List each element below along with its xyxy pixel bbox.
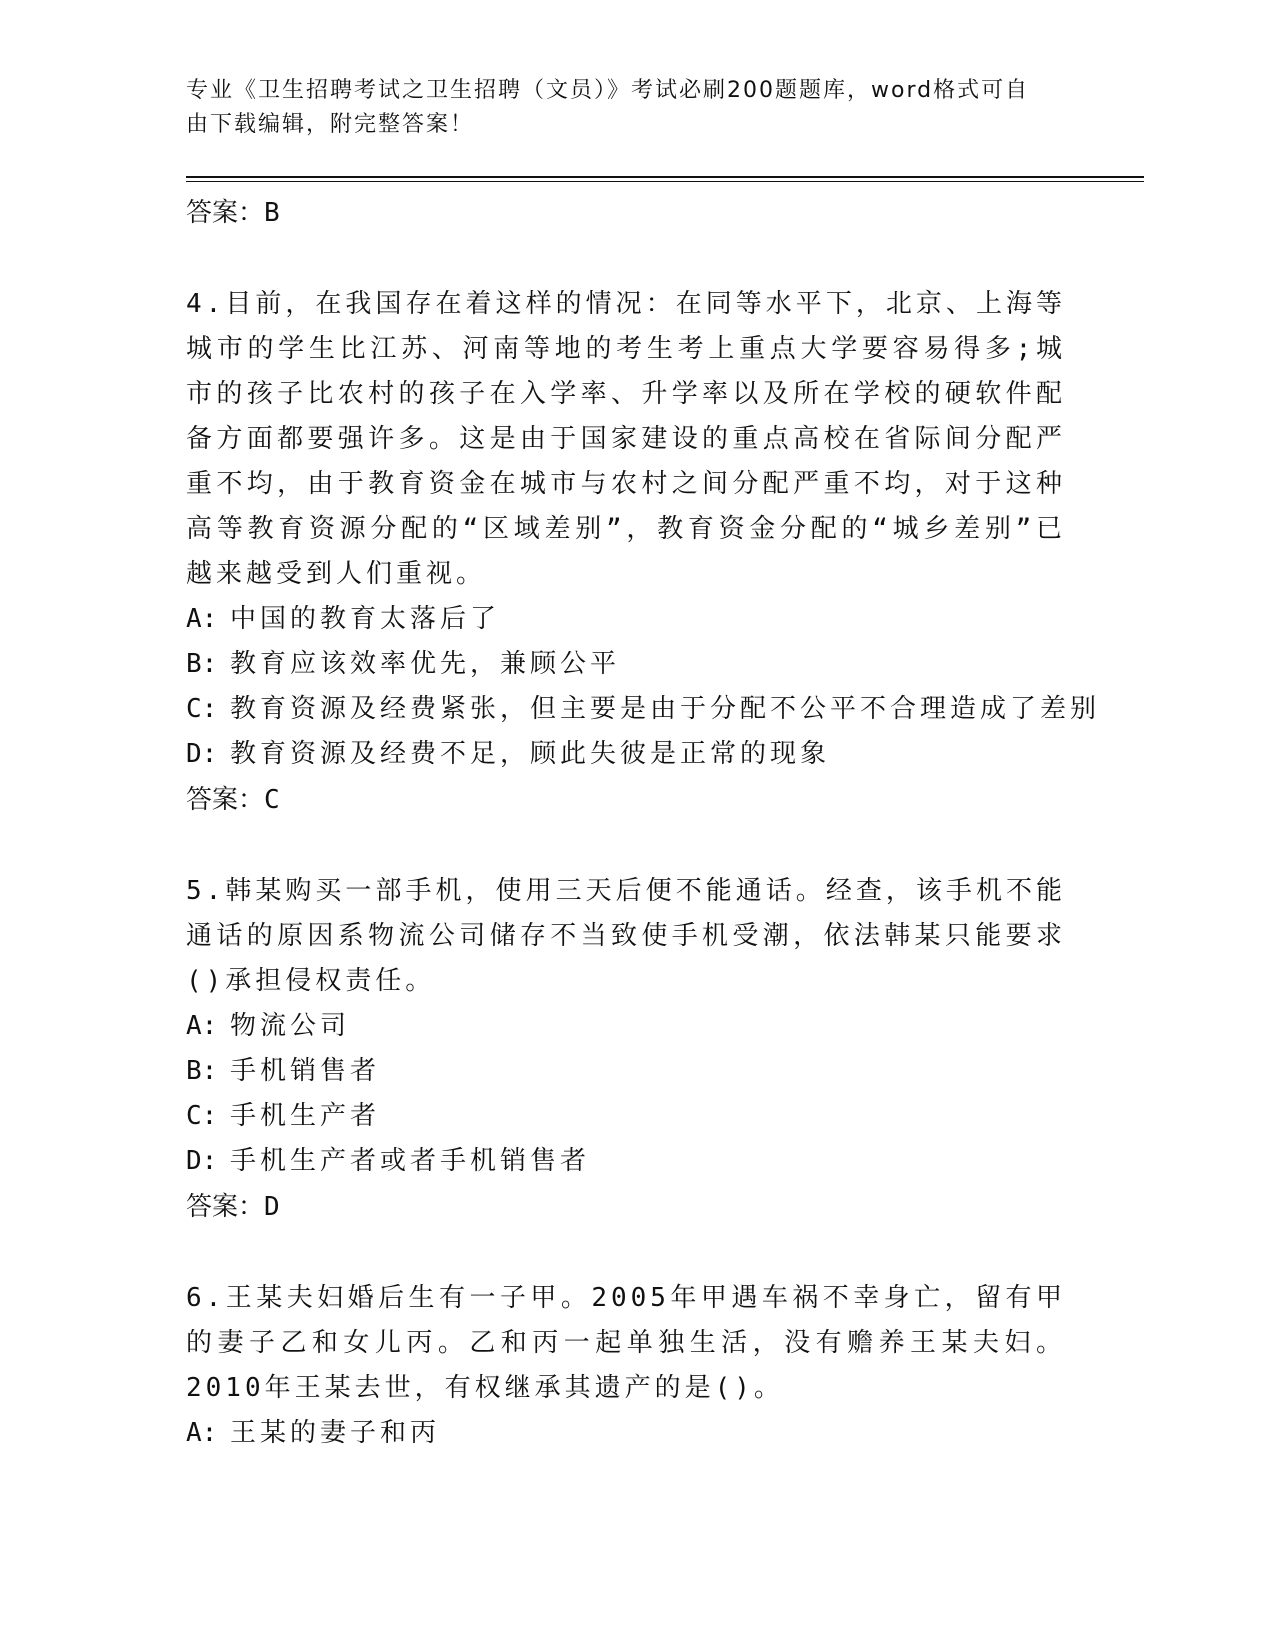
document-body bbox=[186, 190, 1101, 1456]
option-letter: A: bbox=[186, 1418, 218, 1448]
option-letter: D: bbox=[186, 739, 218, 769]
answer-line bbox=[186, 1184, 1066, 1230]
option-text: 教育应该效率优先，兼顾公平 bbox=[230, 649, 621, 679]
answer-value: B bbox=[264, 198, 280, 228]
option-c bbox=[186, 687, 1101, 732]
option-d bbox=[186, 1139, 1066, 1184]
answer-label: 答案： bbox=[186, 1192, 265, 1222]
question-block bbox=[186, 1276, 1066, 1456]
question-stem: 4.目前，在我国存在着这样的情况：在同等水平下，北京、上海等城市的学生比江苏、河南等地的考生考上重点大学要容易得多;城市的孩子比农村的孩子在入学率、升学率以及所在学校的硬软件配备方面都要强许多。这是由于国家建设的重点高校在省际间分配严重不均，由于教育资金在城市与农村之间分配严重不均，对于这种高等教育资源分配的“区域差别”，教育资金分配的“城乡差别”已越来越受到人们重视。 bbox=[186, 289, 1066, 589]
answer-line bbox=[186, 777, 1066, 823]
question-stem: 6.王某夫妇婚后生有一子甲。2005年甲遇车祸不幸身亡，留有甲的妻子乙和女儿丙。乙和丙一起单独生活，没有赡养王某夫妇。2010年王某去世，有权继承其遗产的是()。 bbox=[186, 1283, 1066, 1403]
question-block bbox=[186, 282, 1101, 823]
question-block bbox=[186, 869, 1066, 1230]
option-c bbox=[186, 1094, 1066, 1139]
option-letter: D: bbox=[186, 1146, 218, 1176]
option-a bbox=[186, 1411, 1066, 1456]
option-text: 手机生产者或者手机销售者 bbox=[230, 1146, 591, 1176]
option-text: 中国的教育太落后了 bbox=[230, 604, 501, 634]
option-b bbox=[186, 642, 1066, 687]
question-stem: 5.韩某购买一部手机，使用三天后便不能通话。经查，该手机不能通话的原因系物流公司储存不当致使手机受潮，依法韩某只能要求()承担侵权责任。 bbox=[186, 876, 1066, 996]
answer-label: 答案： bbox=[186, 785, 265, 815]
header-line-2: 由下载编辑，附完整答案！ bbox=[186, 112, 475, 137]
option-a bbox=[186, 597, 1066, 642]
option-text: 手机生产者 bbox=[230, 1101, 381, 1131]
option-text: 物流公司 bbox=[230, 1011, 351, 1041]
header-divider-thin bbox=[186, 181, 1144, 182]
header-line-1: 专业《卫生招聘考试之卫生招聘（文员）》考试必刷200题题库，word格式可自 bbox=[186, 78, 1030, 103]
spacer bbox=[186, 236, 1066, 282]
option-letter: B: bbox=[186, 1056, 218, 1086]
spacer bbox=[186, 1230, 1066, 1276]
answer-line bbox=[186, 190, 1066, 236]
header-divider-thick bbox=[186, 176, 1144, 178]
option-letter: B: bbox=[186, 649, 218, 679]
option-letter: A: bbox=[186, 604, 218, 634]
option-letter: A: bbox=[186, 1011, 218, 1041]
option-a bbox=[186, 1004, 1066, 1049]
option-text: 王某的妻子和丙 bbox=[230, 1418, 441, 1448]
option-text: 教育资源及经费不足，顾此失彼是正常的现象 bbox=[230, 739, 831, 769]
answer-value: C bbox=[264, 785, 280, 815]
spacer bbox=[186, 823, 1066, 869]
option-text: 教育资源及经费紧张，但主要是由于分配不公平不合理造成了差别 bbox=[230, 694, 1101, 724]
option-b bbox=[186, 1049, 1066, 1094]
option-d bbox=[186, 732, 1066, 777]
option-text: 手机销售者 bbox=[230, 1056, 381, 1086]
answer-value: D bbox=[264, 1192, 280, 1222]
document-header bbox=[186, 74, 1066, 142]
option-letter: C: bbox=[186, 1101, 218, 1131]
option-letter: C: bbox=[186, 694, 218, 724]
answer-label: 答案： bbox=[186, 198, 265, 228]
